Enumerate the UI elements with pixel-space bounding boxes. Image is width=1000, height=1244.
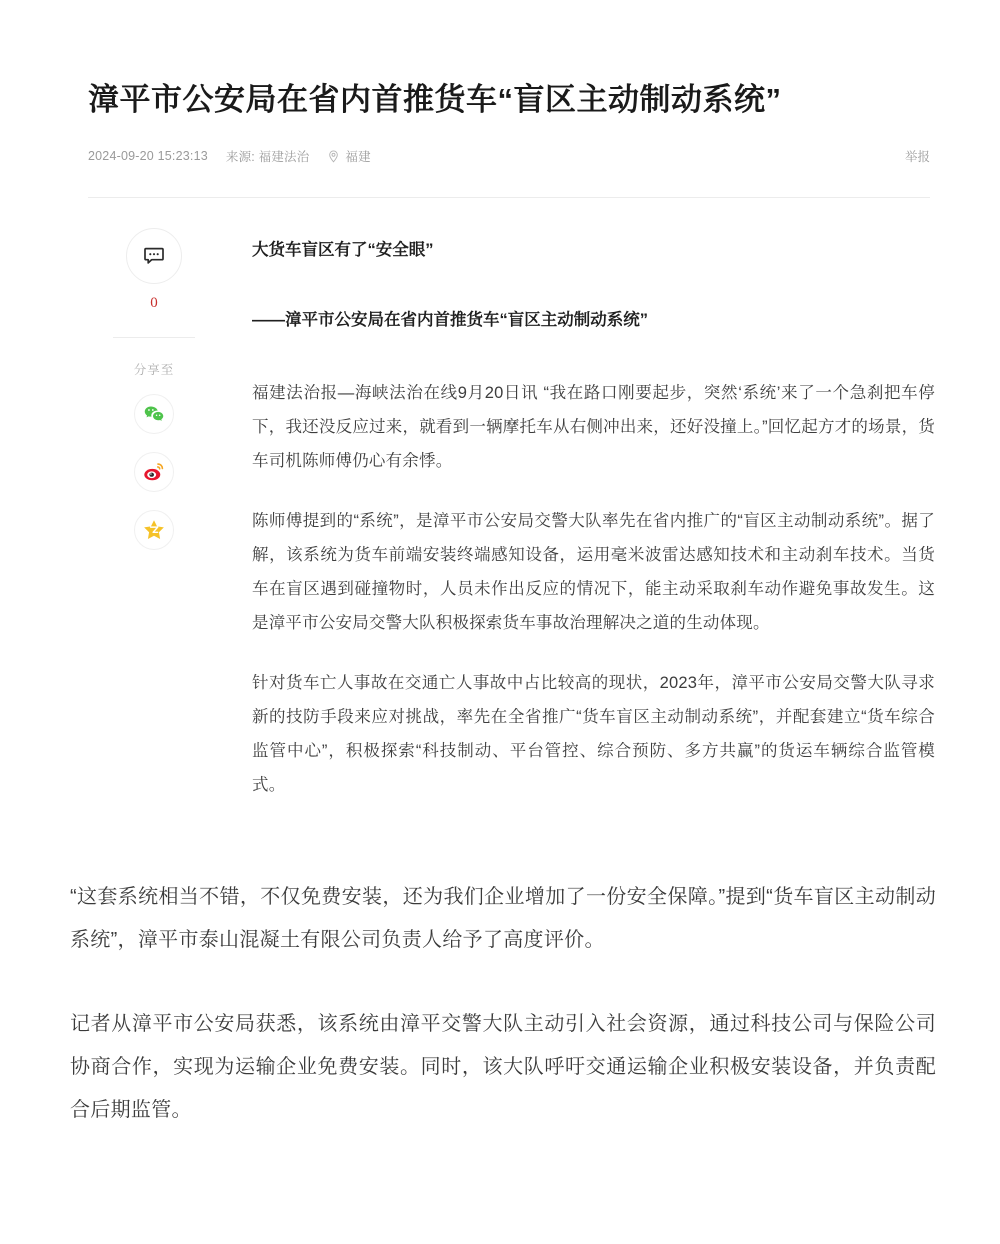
comment-bubble-icon (142, 244, 166, 268)
article-paragraph: 陈师傅提到的“系统”，是漳平市公安局交警大队率先在省内推广的“盲区主动制动系统”。据了解，该系统为货车前端安装终端感知设备，运用毫米波雷达感知技术和主动刹车技术。当货车在盲区遇到碰撞物时，人员未作出反应的情况下，能主动采取刹车动作避免事故发生。这是漳平市公安局交警大队积极探索货车事故治理解决之道的生动体现。 (252, 512, 935, 632)
article-header (88, 78, 930, 165)
article-paragraph: 记者从漳平市公安局获悉，该系统由漳平交警大队主动引入社会资源，通过科技公司与保险公司协商合作，实现为运输企业免费安装。同时，该大队呼吁交通运输企业积极安装设备，并负责配合后期监管。 (70, 1013, 936, 1121)
location-label: 福建 (345, 150, 371, 164)
wechat-icon (142, 402, 166, 426)
article-side-rail (88, 228, 220, 550)
article-body (252, 236, 935, 802)
report-button[interactable]: 举报 (904, 150, 930, 164)
article-body-wide (70, 876, 936, 1132)
article-paragraph: 针对货车亡人事故在交通亡人事故中占比较高的现状，2023年，漳平市公安局交警大队寻求新的技防手段来应对挑战，率先在全省推广“货车盲区主动制动系统”，并配套建立“货车综合监管中心”，积极探索“科技制动、平台管控、综合预防、多方共赢”的货运车辆综合监管模式。 (252, 674, 935, 794)
article-source[interactable]: 来源: 福建法治 (225, 150, 310, 164)
article-paragraph: 福建法治报—海峡法治在线9月20日讯 “我在路口刚要起步，突然‘系统’来了一个急刹把车停下，我还没反应过来，就看到一辆摩托车从右侧冲出来，还好没撞上。”回忆起方才的场景，货车司机陈师傅仍心有余悸。 (252, 384, 935, 470)
comment-button[interactable] (126, 228, 182, 284)
publish-timestamp: 2024-09-20 15:23:13 (88, 149, 208, 163)
article-meta-row (88, 147, 930, 165)
header-divider (88, 197, 930, 198)
weibo-icon (142, 460, 166, 484)
share-label: 分享至 (133, 363, 175, 377)
share-weibo-button[interactable] (134, 452, 174, 492)
article-paragraph: “这套系统相当不错，不仅免费安装，还为我们企业增加了一份安全保障。”提到“货车盲区主动制动系统”，漳平市泰山混凝土有限公司负责人给予了高度评价。 (70, 886, 936, 951)
share-qzone-button[interactable] (134, 510, 174, 550)
qzone-icon (142, 518, 166, 542)
rail-divider (113, 337, 195, 338)
article-subheading-2: ——漳平市公安局在省内首推货车“盲区主动制动系统” (252, 311, 648, 329)
share-wechat-button[interactable] (134, 394, 174, 434)
article-meta-left (88, 147, 371, 165)
article-location (327, 147, 370, 165)
location-pin-icon (327, 150, 340, 163)
article-subheading-1: 大货车盲区有了“安全眼” (252, 241, 434, 259)
share-list (134, 394, 174, 550)
comment-count: 0 (150, 295, 158, 311)
page-title: 漳平市公安局在省内首推货车“盲区主动制动系统” (88, 82, 782, 117)
